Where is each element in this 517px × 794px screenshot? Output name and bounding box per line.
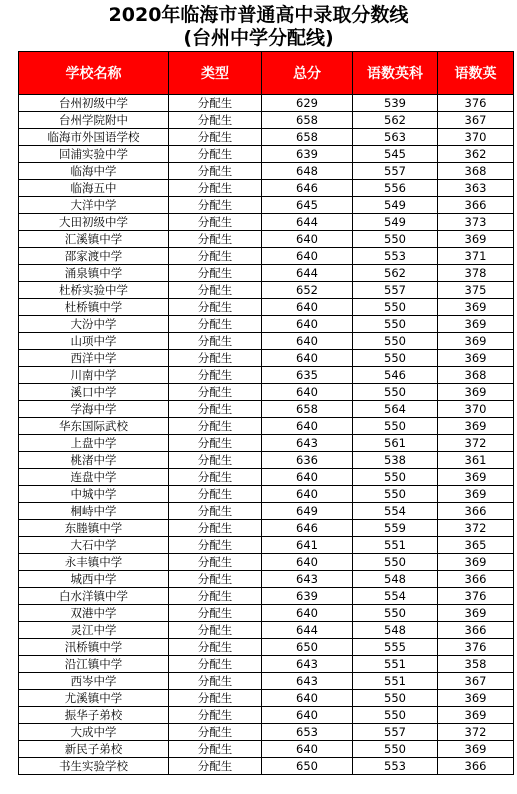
three-subject-score-cell: 370 [438, 129, 514, 146]
type-cell: 分配生 [169, 520, 262, 537]
total-score-cell: 643 [262, 673, 353, 690]
three-subject-score-cell: 373 [438, 214, 514, 231]
type-cell: 分配生 [169, 554, 262, 571]
school-name-cell: 东塍镇中学 [19, 520, 169, 537]
four-subject-score-cell: 545 [353, 146, 438, 163]
table-row [19, 707, 514, 724]
total-score-cell: 640 [262, 333, 353, 350]
school-name-cell: 大汾中学 [19, 316, 169, 333]
header-row [19, 52, 514, 95]
four-subject-score-cell: 557 [353, 163, 438, 180]
three-subject-score-cell: 372 [438, 435, 514, 452]
three-subject-score-cell: 376 [438, 95, 514, 112]
type-cell: 分配生 [169, 129, 262, 146]
school-name-cell: 杜桥镇中学 [19, 299, 169, 316]
four-subject-score-cell: 550 [353, 486, 438, 503]
four-subject-score-cell: 559 [353, 520, 438, 537]
school-name-cell: 尤溪镇中学 [19, 690, 169, 707]
total-score-cell: 640 [262, 690, 353, 707]
four-subject-score-cell: 550 [353, 707, 438, 724]
total-score-cell: 643 [262, 435, 353, 452]
four-subject-score-cell: 551 [353, 673, 438, 690]
four-subject-score-cell: 538 [353, 452, 438, 469]
table-row [19, 384, 514, 401]
three-subject-score-cell: 369 [438, 384, 514, 401]
four-subject-score-cell: 550 [353, 605, 438, 622]
total-score-cell: 652 [262, 282, 353, 299]
table-row [19, 146, 514, 163]
three-subject-score-cell: 378 [438, 265, 514, 282]
type-cell: 分配生 [169, 758, 262, 775]
three-subject-score-cell: 369 [438, 741, 514, 758]
table-row [19, 214, 514, 231]
school-name-cell: 振华子弟校 [19, 707, 169, 724]
three-subject-score-cell: 366 [438, 758, 514, 775]
four-subject-score-cell: 553 [353, 248, 438, 265]
four-subject-score-cell: 550 [353, 231, 438, 248]
four-subject-score-cell: 550 [353, 316, 438, 333]
type-cell: 分配生 [169, 384, 262, 401]
total-score-cell: 644 [262, 622, 353, 639]
table-row [19, 469, 514, 486]
four-subject-score-cell: 551 [353, 537, 438, 554]
table-row [19, 95, 514, 112]
type-cell: 分配生 [169, 741, 262, 758]
total-score-cell: 640 [262, 469, 353, 486]
total-score-cell: 640 [262, 316, 353, 333]
table-row [19, 673, 514, 690]
type-cell: 分配生 [169, 605, 262, 622]
total-score-cell: 639 [262, 588, 353, 605]
type-cell: 分配生 [169, 639, 262, 656]
type-cell: 分配生 [169, 163, 262, 180]
three-subject-score-cell: 366 [438, 503, 514, 520]
type-cell: 分配生 [169, 180, 262, 197]
school-name-cell: 双港中学 [19, 605, 169, 622]
school-name-cell: 大成中学 [19, 724, 169, 741]
type-cell: 分配生 [169, 418, 262, 435]
school-name-cell: 中城中学 [19, 486, 169, 503]
table-row [19, 605, 514, 622]
three-subject-score-cell: 362 [438, 146, 514, 163]
four-subject-score-cell: 550 [353, 350, 438, 367]
four-subject-score-cell: 561 [353, 435, 438, 452]
table-row [19, 112, 514, 129]
total-score-cell: 641 [262, 537, 353, 554]
school-name-cell: 上盘中学 [19, 435, 169, 452]
four-subject-score-cell: 551 [353, 656, 438, 673]
total-score-cell: 650 [262, 639, 353, 656]
table-row [19, 588, 514, 605]
total-score-cell: 645 [262, 197, 353, 214]
type-cell: 分配生 [169, 401, 262, 418]
four-subject-score-cell: 550 [353, 469, 438, 486]
school-name-cell: 学海中学 [19, 401, 169, 418]
type-cell: 分配生 [169, 571, 262, 588]
school-name-cell: 灵江中学 [19, 622, 169, 639]
table-row [19, 401, 514, 418]
total-score-cell: 643 [262, 571, 353, 588]
school-name-cell: 溪口中学 [19, 384, 169, 401]
table-row [19, 418, 514, 435]
table-row [19, 265, 514, 282]
three-subject-score-cell: 376 [438, 588, 514, 605]
four-subject-score-cell: 550 [353, 690, 438, 707]
type-cell: 分配生 [169, 656, 262, 673]
four-subject-score-cell: 557 [353, 282, 438, 299]
table-row [19, 350, 514, 367]
school-name-cell: 新民子弟校 [19, 741, 169, 758]
total-score-cell: 640 [262, 384, 353, 401]
school-name-cell: 川南中学 [19, 367, 169, 384]
table-row [19, 180, 514, 197]
total-score-cell: 636 [262, 452, 353, 469]
type-cell: 分配生 [169, 435, 262, 452]
column-header-type: 类型 [169, 52, 262, 95]
table-row [19, 690, 514, 707]
school-name-cell: 汛桥镇中学 [19, 639, 169, 656]
total-score-cell: 639 [262, 146, 353, 163]
three-subject-score-cell: 366 [438, 622, 514, 639]
table-row [19, 452, 514, 469]
three-subject-score-cell: 366 [438, 197, 514, 214]
table-row [19, 316, 514, 333]
three-subject-score-cell: 371 [438, 248, 514, 265]
three-subject-score-cell: 361 [438, 452, 514, 469]
four-subject-score-cell: 550 [353, 384, 438, 401]
school-name-cell: 桐峙中学 [19, 503, 169, 520]
page-title: 2020年临海市普通高中录取分数线 [108, 4, 409, 26]
table-row [19, 758, 514, 775]
school-name-cell: 书生实验学校 [19, 758, 169, 775]
type-cell: 分配生 [169, 299, 262, 316]
three-subject-score-cell: 369 [438, 350, 514, 367]
type-cell: 分配生 [169, 112, 262, 129]
type-cell: 分配生 [169, 622, 262, 639]
school-name-cell: 永丰镇中学 [19, 554, 169, 571]
table-row [19, 503, 514, 520]
three-subject-score-cell: 370 [438, 401, 514, 418]
table-row [19, 656, 514, 673]
school-name-cell: 邵家渡中学 [19, 248, 169, 265]
four-subject-score-cell: 549 [353, 214, 438, 231]
three-subject-score-cell: 376 [438, 639, 514, 656]
school-name-cell: 汇溪镇中学 [19, 231, 169, 248]
school-name-cell: 连盘中学 [19, 469, 169, 486]
four-subject-score-cell: 546 [353, 367, 438, 384]
four-subject-score-cell: 550 [353, 554, 438, 571]
four-subject-score-cell: 555 [353, 639, 438, 656]
three-subject-score-cell: 369 [438, 690, 514, 707]
three-subject-score-cell: 369 [438, 605, 514, 622]
three-subject-score-cell: 363 [438, 180, 514, 197]
type-cell: 分配生 [169, 452, 262, 469]
table-row [19, 367, 514, 384]
total-score-cell: 658 [262, 112, 353, 129]
type-cell: 分配生 [169, 316, 262, 333]
four-subject-score-cell: 553 [353, 758, 438, 775]
three-subject-score-cell: 367 [438, 673, 514, 690]
school-name-cell: 大石中学 [19, 537, 169, 554]
total-score-cell: 640 [262, 605, 353, 622]
type-cell: 分配生 [169, 486, 262, 503]
type-cell: 分配生 [169, 231, 262, 248]
four-subject-score-cell: 550 [353, 299, 438, 316]
column-header-total: 总分 [262, 52, 353, 95]
score-table [18, 51, 514, 775]
total-score-cell: 640 [262, 231, 353, 248]
three-subject-score-cell: 369 [438, 486, 514, 503]
table-row [19, 282, 514, 299]
school-name-cell: 白水洋镇中学 [19, 588, 169, 605]
column-header-school: 学校名称 [19, 52, 169, 95]
total-score-cell: 644 [262, 214, 353, 231]
school-name-cell: 沿江镇中学 [19, 656, 169, 673]
type-cell: 分配生 [169, 282, 262, 299]
total-score-cell: 648 [262, 163, 353, 180]
four-subject-score-cell: 557 [353, 724, 438, 741]
total-score-cell: 646 [262, 520, 353, 537]
total-score-cell: 640 [262, 554, 353, 571]
table-row [19, 486, 514, 503]
total-score-cell: 640 [262, 418, 353, 435]
three-subject-score-cell: 369 [438, 707, 514, 724]
table-row [19, 724, 514, 741]
total-score-cell: 644 [262, 265, 353, 282]
school-name-cell: 城西中学 [19, 571, 169, 588]
four-subject-score-cell: 556 [353, 180, 438, 197]
school-name-cell: 山项中学 [19, 333, 169, 350]
three-subject-score-cell: 372 [438, 520, 514, 537]
table-row [19, 197, 514, 214]
four-subject-score-cell: 563 [353, 129, 438, 146]
page-subtitle: (台州中学分配线) [183, 27, 334, 49]
column-header-chinese-math-english-science: 语数英科 [353, 52, 438, 95]
type-cell: 分配生 [169, 469, 262, 486]
type-cell: 分配生 [169, 367, 262, 384]
table-row [19, 129, 514, 146]
type-cell: 分配生 [169, 197, 262, 214]
type-cell: 分配生 [169, 333, 262, 350]
table-row [19, 163, 514, 180]
table-row [19, 554, 514, 571]
table-row [19, 248, 514, 265]
three-subject-score-cell: 369 [438, 554, 514, 571]
total-score-cell: 649 [262, 503, 353, 520]
four-subject-score-cell: 554 [353, 503, 438, 520]
total-score-cell: 640 [262, 741, 353, 758]
three-subject-score-cell: 368 [438, 163, 514, 180]
three-subject-score-cell: 369 [438, 299, 514, 316]
type-cell: 分配生 [169, 95, 262, 112]
table-row [19, 333, 514, 350]
four-subject-score-cell: 554 [353, 588, 438, 605]
type-cell: 分配生 [169, 350, 262, 367]
type-cell: 分配生 [169, 707, 262, 724]
school-name-cell: 台州学院附中 [19, 112, 169, 129]
three-subject-score-cell: 369 [438, 469, 514, 486]
three-subject-score-cell: 365 [438, 537, 514, 554]
three-subject-score-cell: 372 [438, 724, 514, 741]
total-score-cell: 640 [262, 486, 353, 503]
type-cell: 分配生 [169, 537, 262, 554]
three-subject-score-cell: 369 [438, 333, 514, 350]
school-name-cell: 西岑中学 [19, 673, 169, 690]
type-cell: 分配生 [169, 265, 262, 282]
school-name-cell: 西洋中学 [19, 350, 169, 367]
school-name-cell: 大洋中学 [19, 197, 169, 214]
three-subject-score-cell: 375 [438, 282, 514, 299]
table-row [19, 435, 514, 452]
school-name-cell: 台州初级中学 [19, 95, 169, 112]
total-score-cell: 640 [262, 248, 353, 265]
school-name-cell: 大田初级中学 [19, 214, 169, 231]
table-row [19, 639, 514, 656]
total-score-cell: 658 [262, 129, 353, 146]
table-row [19, 571, 514, 588]
table-row [19, 299, 514, 316]
school-name-cell: 临海五中 [19, 180, 169, 197]
column-header-chinese-math-english: 语数英 [438, 52, 514, 95]
total-score-cell: 640 [262, 707, 353, 724]
three-subject-score-cell: 369 [438, 418, 514, 435]
four-subject-score-cell: 548 [353, 571, 438, 588]
total-score-cell: 643 [262, 656, 353, 673]
school-name-cell: 临海中学 [19, 163, 169, 180]
type-cell: 分配生 [169, 248, 262, 265]
four-subject-score-cell: 562 [353, 265, 438, 282]
four-subject-score-cell: 550 [353, 418, 438, 435]
four-subject-score-cell: 548 [353, 622, 438, 639]
total-score-cell: 653 [262, 724, 353, 741]
type-cell: 分配生 [169, 690, 262, 707]
table-row [19, 741, 514, 758]
school-name-cell: 桃渚中学 [19, 452, 169, 469]
total-score-cell: 635 [262, 367, 353, 384]
three-subject-score-cell: 366 [438, 571, 514, 588]
school-name-cell: 回浦实验中学 [19, 146, 169, 163]
table-row [19, 520, 514, 537]
type-cell: 分配生 [169, 503, 262, 520]
three-subject-score-cell: 369 [438, 316, 514, 333]
three-subject-score-cell: 367 [438, 112, 514, 129]
four-subject-score-cell: 562 [353, 112, 438, 129]
total-score-cell: 658 [262, 401, 353, 418]
four-subject-score-cell: 550 [353, 333, 438, 350]
table-body [19, 95, 514, 775]
type-cell: 分配生 [169, 588, 262, 605]
table-row [19, 231, 514, 248]
type-cell: 分配生 [169, 724, 262, 741]
total-score-cell: 650 [262, 758, 353, 775]
school-name-cell: 杜桥实验中学 [19, 282, 169, 299]
school-name-cell: 临海市外国语学校 [19, 129, 169, 146]
total-score-cell: 629 [262, 95, 353, 112]
type-cell: 分配生 [169, 214, 262, 231]
total-score-cell: 640 [262, 299, 353, 316]
three-subject-score-cell: 368 [438, 367, 514, 384]
three-subject-score-cell: 369 [438, 231, 514, 248]
school-name-cell: 华东国际武校 [19, 418, 169, 435]
table-row [19, 622, 514, 639]
table-row [19, 537, 514, 554]
four-subject-score-cell: 539 [353, 95, 438, 112]
four-subject-score-cell: 549 [353, 197, 438, 214]
total-score-cell: 640 [262, 350, 353, 367]
type-cell: 分配生 [169, 146, 262, 163]
type-cell: 分配生 [169, 673, 262, 690]
four-subject-score-cell: 550 [353, 741, 438, 758]
school-name-cell: 涌泉镇中学 [19, 265, 169, 282]
three-subject-score-cell: 358 [438, 656, 514, 673]
four-subject-score-cell: 564 [353, 401, 438, 418]
total-score-cell: 646 [262, 180, 353, 197]
